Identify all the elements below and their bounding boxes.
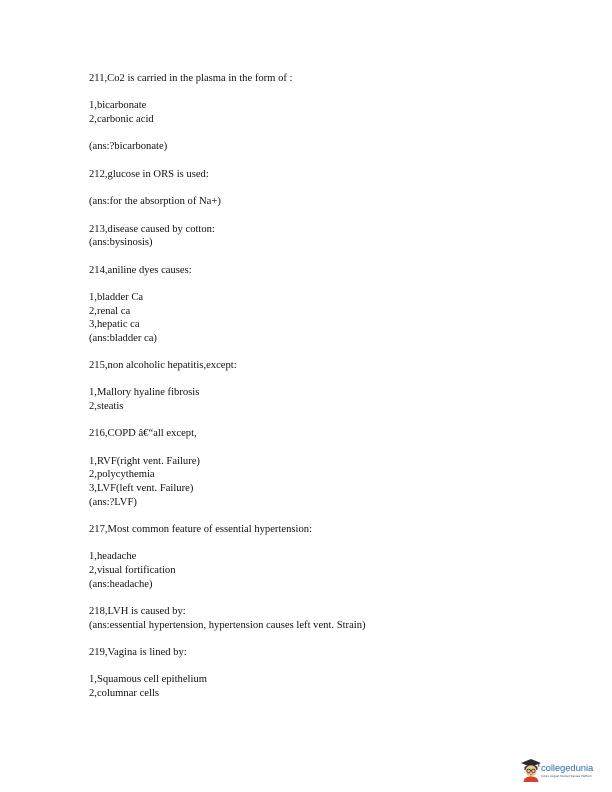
answer: (ans:bysinosis) <box>89 237 153 249</box>
question-215-options <box>89 386 569 413</box>
document-body <box>89 72 569 714</box>
question-219-options <box>89 673 569 700</box>
answer: (ans:for the absorption of Na+) <box>89 196 221 208</box>
answer: (ans:headache) <box>89 578 153 590</box>
question-text: 216,COPD â€“all except, <box>89 428 197 440</box>
option: 2,steatis <box>89 401 124 413</box>
option: 2,polycythemia <box>89 469 155 481</box>
question-text: 211,Co2 is carried in the plasma in the form of : <box>89 73 293 84</box>
question-216-options <box>89 455 569 509</box>
question-text: 212,glucose in ORS is used: <box>89 168 209 180</box>
question-text: 214,aniline dyes causes: <box>89 264 192 276</box>
question-text: 219,Vagina is lined by: <box>89 646 187 658</box>
question-214-options <box>89 291 569 345</box>
question-212 <box>89 168 569 182</box>
option: 2,carbonic acid <box>89 113 154 125</box>
question-217 <box>89 523 569 537</box>
question-216 <box>89 427 569 441</box>
option: 2,columnar cells <box>89 687 160 699</box>
question-text: 218,LVH is caused by: <box>89 606 186 617</box>
question-218 <box>89 605 569 632</box>
answer: (ans:bladder ca) <box>89 332 157 344</box>
brand-name: collegedunia <box>541 763 594 774</box>
option: 1,headache <box>89 551 137 563</box>
answer: (ans:?LVF) <box>89 496 137 508</box>
collegedunia-logo[interactable] <box>520 756 612 786</box>
option: 1,RVF(right vent. Failure) <box>89 455 200 467</box>
student-avatar-icon <box>520 758 542 782</box>
question-212-answer <box>89 195 569 209</box>
option: 2,visual fortification <box>89 565 176 577</box>
question-211-answer <box>89 140 569 154</box>
question-text: 213,disease caused by cotton: <box>89 223 215 235</box>
brand-tagline: India's largest Student Review Platform <box>541 775 593 778</box>
option: 3,hepatic ca <box>89 319 140 331</box>
question-text: 215,non alcoholic hepatitis,except: <box>89 360 237 372</box>
question-211 <box>89 72 569 86</box>
question-213 <box>89 223 569 250</box>
option: 2,renal ca <box>89 305 131 317</box>
question-217-options <box>89 550 569 591</box>
question-211-options <box>89 99 569 126</box>
option: 1,Squamous cell epithelium <box>89 674 207 686</box>
answer: (ans:essential hypertension, hypertension causes left vent. Strain) <box>89 619 366 631</box>
question-text: 217,Most common feature of essential hypertension: <box>89 524 313 536</box>
option: 1,Mallory hyaline fibrosis <box>89 387 200 399</box>
question-215 <box>89 359 569 373</box>
question-214 <box>89 264 569 278</box>
question-219 <box>89 646 569 660</box>
option: 3,LVF(left vent. Failure) <box>89 483 194 495</box>
option: 1,bladder Ca <box>89 291 144 303</box>
answer: (ans:?bicarbonate) <box>89 141 168 153</box>
option: 1,bicarbonate <box>89 100 147 112</box>
